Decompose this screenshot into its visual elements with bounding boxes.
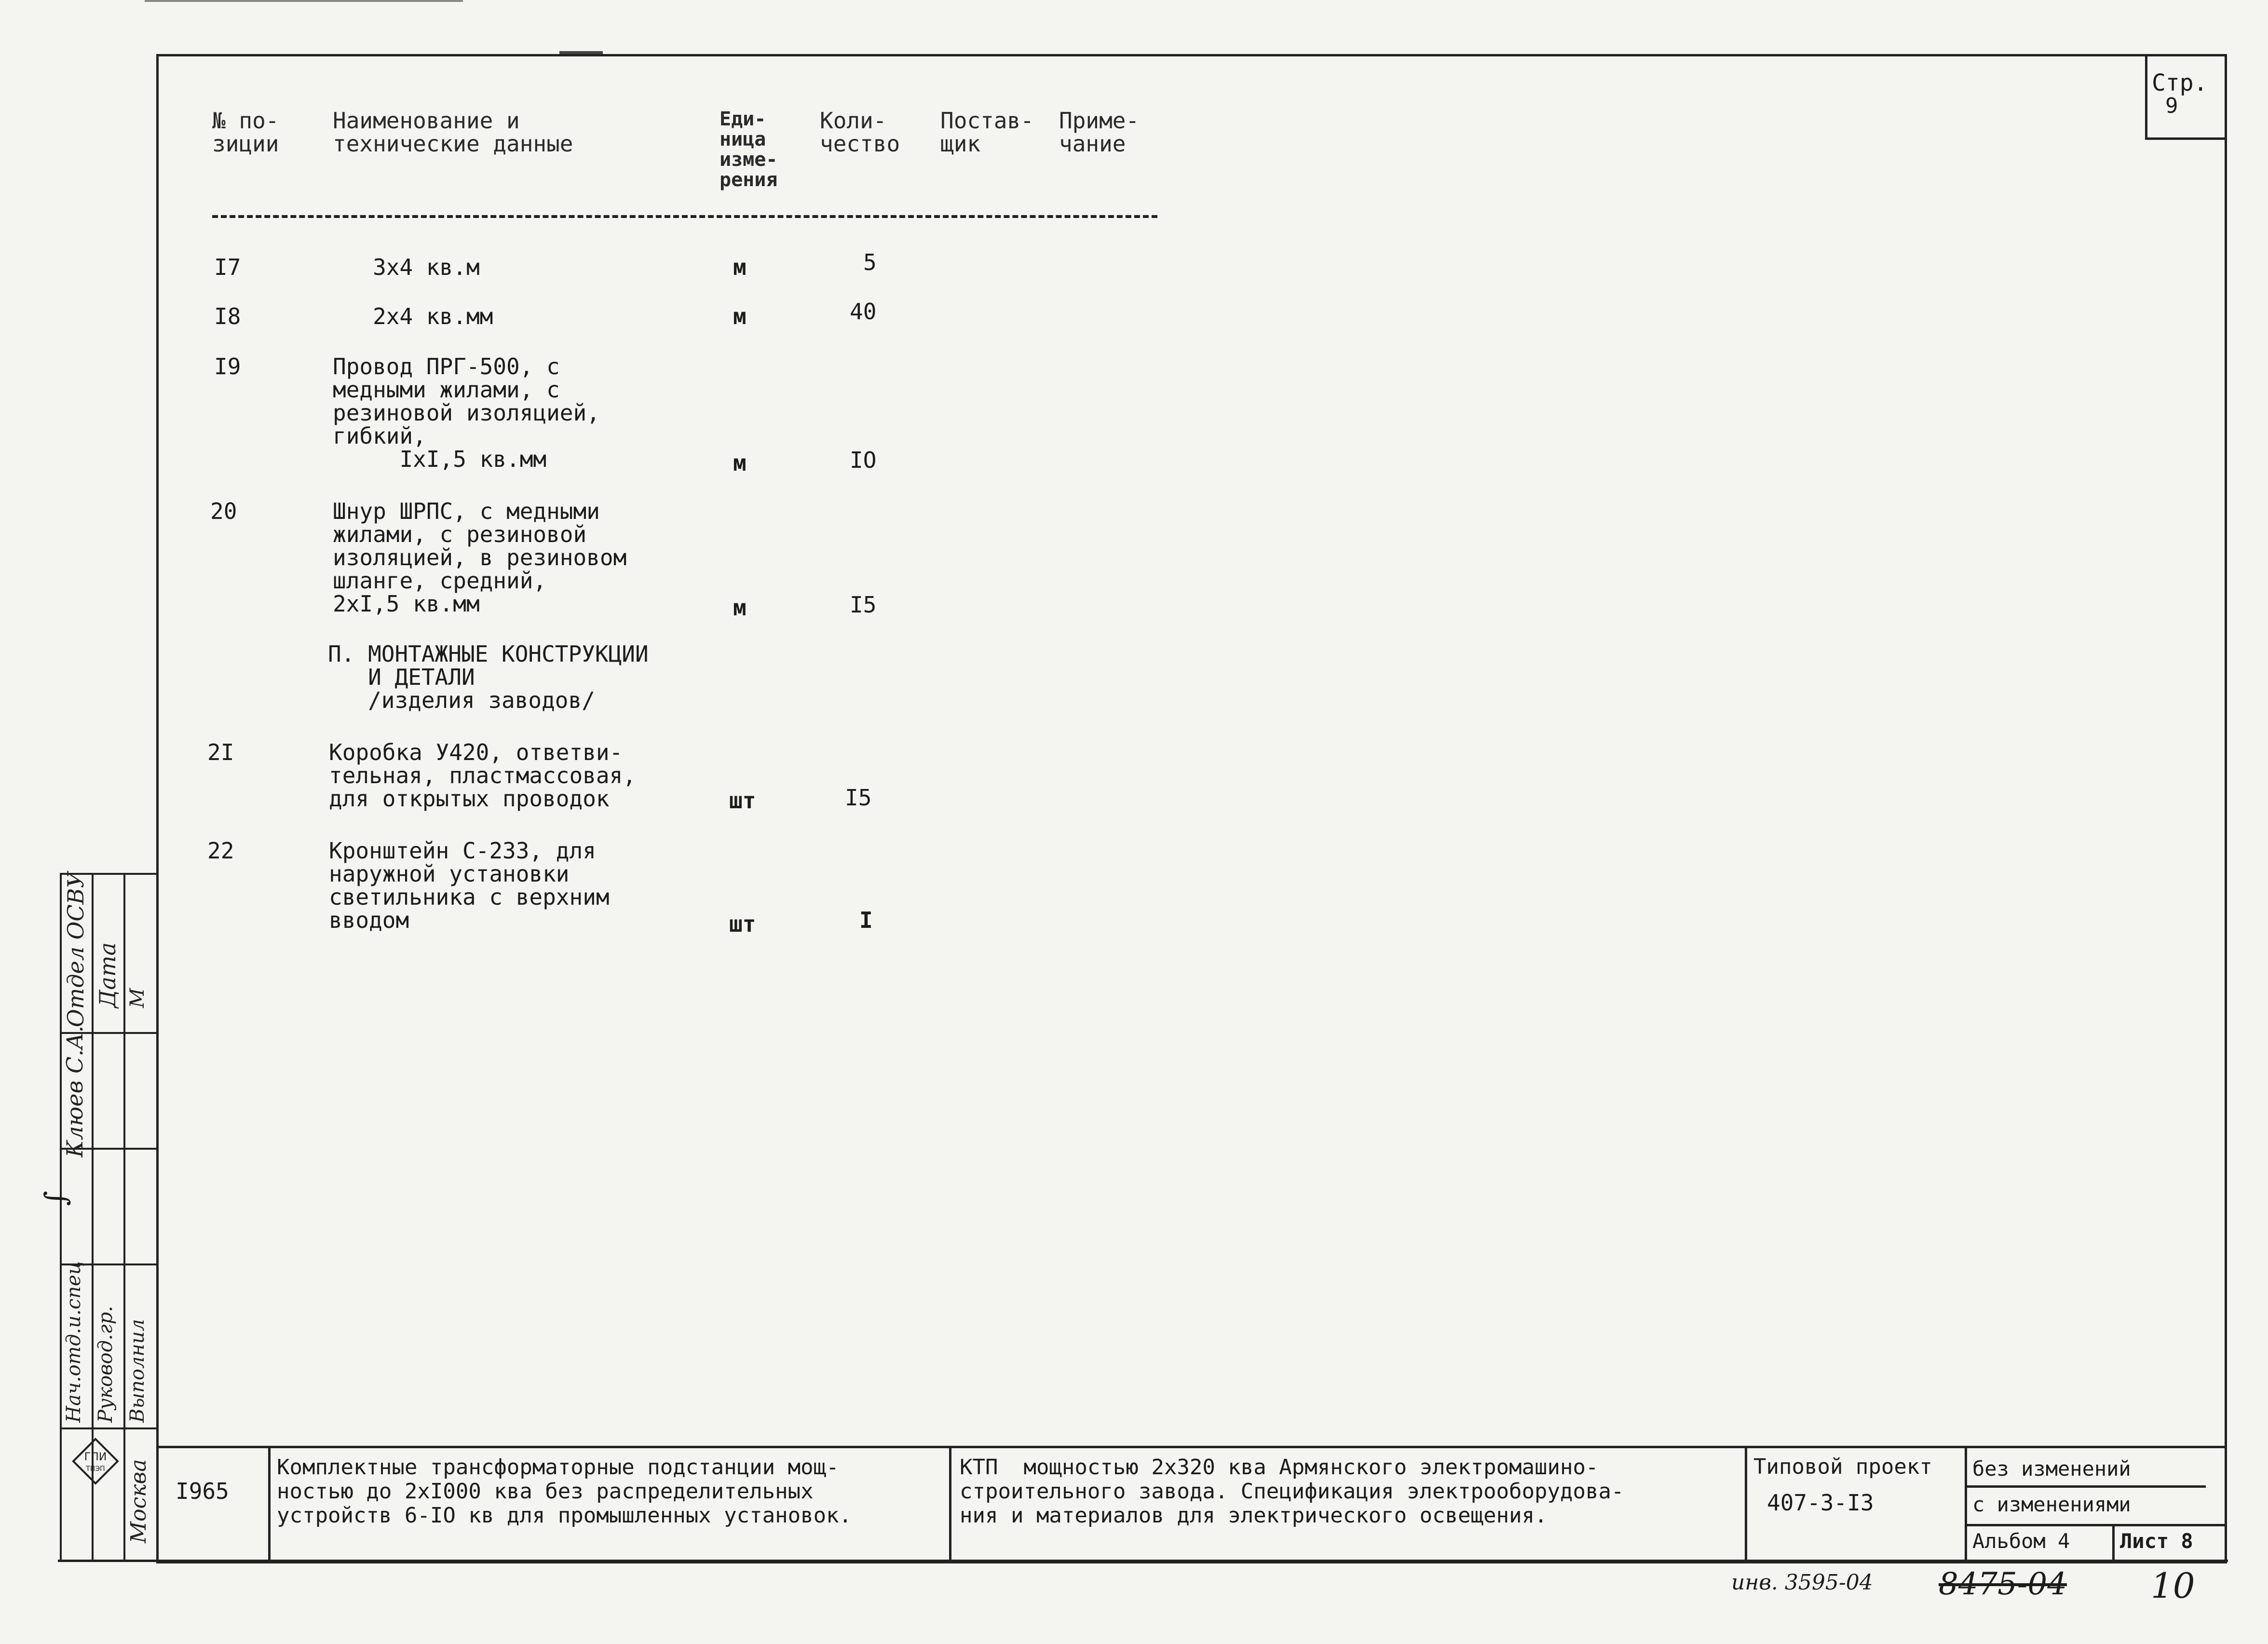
header-position: № по- зиции [212, 108, 279, 157]
row-unit: м [733, 303, 747, 329]
no-changes-label: без изменений [1972, 1457, 2131, 1481]
stamp-m: М [126, 988, 149, 1008]
row-unit: шт [729, 788, 756, 814]
title-block-row-line [1965, 1524, 2227, 1526]
side-stamp-divider [123, 873, 125, 1561]
title-block-divider [1745, 1446, 1747, 1562]
project-number: 407-3-I3 [1767, 1490, 1874, 1516]
header-divider [212, 215, 1157, 218]
row-quantity: I [859, 907, 873, 933]
archive-code: 8475-04 [1939, 1566, 2067, 1602]
title-year: I965 [176, 1478, 229, 1504]
row-name: Шнур ШРПС, с медными жилами, с резиновой изоляцией, в резиновом шланге, средний, 2хI,5 кв.мм [333, 498, 627, 617]
bottom-frame-line [58, 1560, 2228, 1562]
institute-logo-icon [71, 1437, 120, 1485]
stamp-date: Дата [95, 942, 121, 1008]
signature-mark: ∫ [39, 1191, 73, 1206]
row-quantity: 40 [850, 299, 877, 325]
title-description-specific: КТП мощностью 2х320 ква Армянского электромашино- строительного завода. Спецификация электрооборудова- ния и материалов для электрического освещения. [960, 1455, 1624, 1528]
title-block-divider [1965, 1446, 1967, 1562]
svg-text:ТПЭП: ТПЭП [86, 1465, 105, 1473]
row-position: I8 [214, 303, 241, 329]
stamp-name: Клюев С.А. [62, 1025, 88, 1157]
sheet-sequence-number: 10 [2151, 1565, 2195, 1606]
row-name: Кронштейн С-233, для наружной установки светильника с верхним вводом [329, 838, 610, 933]
top-scan-line [145, 0, 463, 2]
svg-text:ГПИ: ГПИ [84, 1451, 107, 1463]
section-title: П. МОНТАЖНЫЕ КОНСТРУКЦИИ И ДЕТАЛИ /изделия заводов/ [328, 641, 649, 713]
row-position: 2I [207, 739, 234, 765]
sheet-label: Лист 8 [2120, 1529, 2193, 1553]
page-label: Стр. [2152, 69, 2208, 96]
row-name: 3х4 кв.м [333, 254, 480, 280]
stamp-role-2: Руковод.гр. [95, 1305, 117, 1423]
row-unit: м [733, 254, 747, 280]
side-stamp-row-line [60, 1427, 156, 1429]
stamp-role-3: Выполнил [126, 1319, 149, 1423]
row-quantity: I5 [850, 592, 877, 618]
row-position: I9 [214, 353, 241, 380]
header-unit: Еди- ница изме- рения [720, 108, 778, 191]
row-position: 22 [207, 838, 234, 864]
stamp-city: Москва [126, 1459, 151, 1543]
row-quantity: IO [850, 447, 877, 473]
row-name: Коробка У420, ответви- тельная, пластмассовая, для открытых проводок [329, 739, 636, 812]
row-unit: м [733, 595, 747, 621]
title-block-divider [268, 1446, 271, 1562]
with-changes-label: с изменениями [1972, 1493, 2131, 1516]
header-quantity: Коли- чество [820, 108, 900, 157]
title-block-divider [2112, 1524, 2115, 1562]
page-number: 9 [2165, 94, 2178, 118]
title-block-divider [949, 1446, 951, 1562]
header-supplier: Постав- щик [940, 108, 1034, 157]
stamp-role-1: Нач.отд.и.спец [63, 1261, 85, 1423]
row-quantity: 5 [863, 249, 877, 275]
title-description-general: Комплектные трансформаторные подстанции мощ- ностью до 2хI000 ква без распределительных устройств 6-IO кв для промышленных установок. [277, 1455, 852, 1528]
row-name: Провод ПРГ-500, с медными жилами, с резиновой изоляцией, гибкий, IхI,5 кв.мм [333, 353, 600, 472]
row-unit: шт [729, 911, 756, 937]
row-name: 2х4 кв.мм [333, 303, 493, 329]
stamp-dept: Отдел ОСВУ [63, 872, 89, 1027]
title-block-row-line [1965, 1485, 2206, 1488]
header-name: Наименование и технические данные [333, 108, 573, 157]
row-position: 20 [210, 498, 237, 524]
header-note: Приме- чание [1059, 108, 1140, 157]
page-number-box [2145, 54, 2227, 140]
project-label: Типовой проект [1753, 1454, 1932, 1479]
row-quantity: I5 [845, 785, 872, 811]
album-label: Альбом 4 [1972, 1529, 2070, 1553]
inventory-number: инв. 3595-04 [1731, 1570, 1873, 1595]
row-unit: м [733, 450, 747, 476]
row-position: I7 [214, 254, 241, 280]
